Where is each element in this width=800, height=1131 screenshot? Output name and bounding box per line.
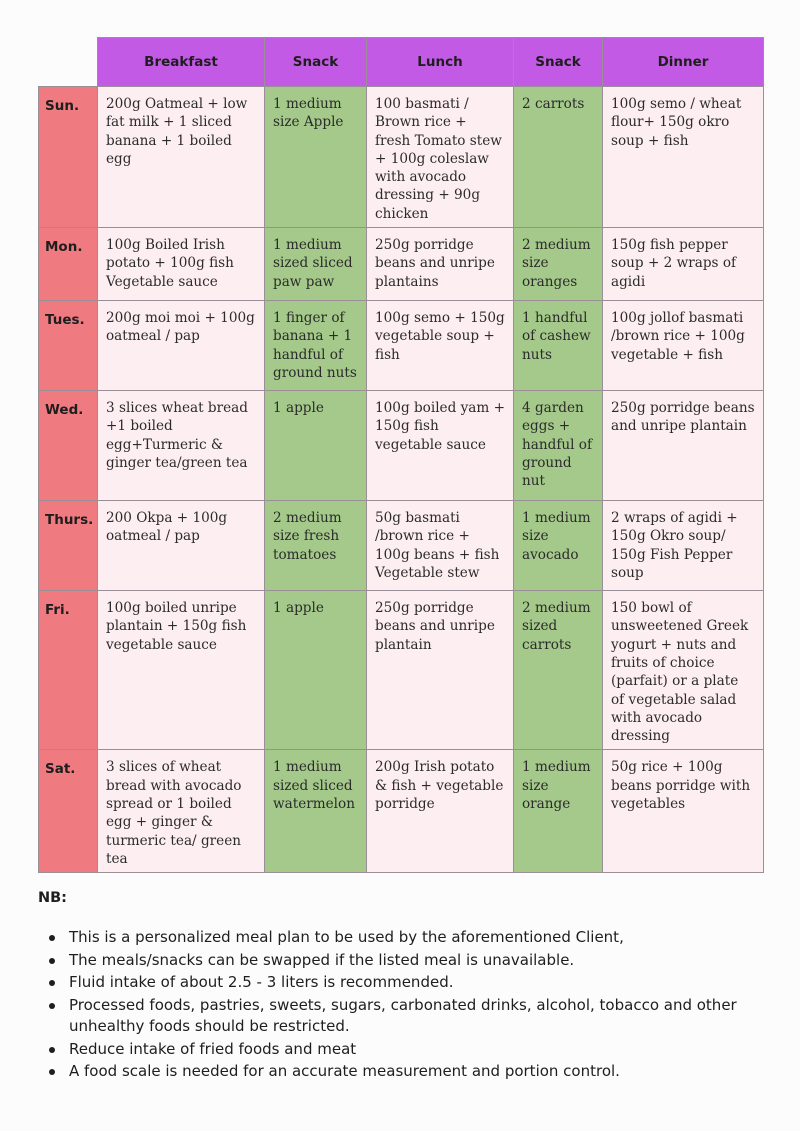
dinner-cell: 150 bowl of unsweetened Greek yogurt + nuts and fruits of choice (parfait) or a plate of vegetable salad with avocado dressing	[603, 591, 764, 750]
day-label: Wed.	[39, 391, 98, 501]
day-label: Fri.	[39, 591, 98, 750]
lunch-cell: 50g basmati /brown rice + 100g beans + fish Vegetable stew	[367, 501, 514, 591]
snack-cell: 4 garden eggs + handful of ground nut	[514, 391, 603, 501]
table-row	[39, 750, 764, 873]
header-row	[39, 38, 764, 87]
lunch-cell: 100 basmati / Brown rice + fresh Tomato stew + 100g coleslaw with avocado dressing + 90g chicken	[367, 87, 514, 228]
snack-cell: 2 carrots	[514, 87, 603, 228]
note-text: A food scale is needed for an accurate measurement and portion control.	[69, 1062, 620, 1080]
breakfast-cell: 3 slices wheat bread +1 boiled egg+Turmeric & ginger tea/green tea	[98, 391, 265, 501]
snack-cell: 1 medium size orange	[514, 750, 603, 873]
table-row	[39, 501, 764, 591]
snack-cell: 2 medium sized carrots	[514, 591, 603, 750]
breakfast-cell: 200g moi moi + 100g oatmeal / pap	[98, 301, 265, 391]
snack-cell: 1 medium size Apple	[265, 87, 367, 228]
note-text: Fluid intake of about 2.5 - 3 liters is recommended.	[69, 973, 454, 991]
snack-cell: 1 apple	[265, 391, 367, 501]
list-item	[38, 1061, 778, 1083]
bullet-icon	[49, 1003, 55, 1009]
snack-cell: 1 apple	[265, 591, 367, 750]
breakfast-cell: 3 slices of wheat bread with avocado spread or 1 boiled egg + ginger & turmeric tea/ green tea	[98, 750, 265, 873]
bullet-icon	[49, 1069, 55, 1075]
breakfast-cell: 100g boiled unripe plantain + 150g fish vegetable sauce	[98, 591, 265, 750]
corner-cell	[39, 38, 98, 87]
snack-cell: 2 medium size oranges	[514, 228, 603, 301]
table-row	[39, 301, 764, 391]
meal-plan-table	[38, 37, 764, 873]
column-header-lunch: Lunch	[367, 38, 514, 87]
list-item	[38, 927, 778, 949]
lunch-cell: 100g semo + 150g vegetable soup + fish	[367, 301, 514, 391]
list-item	[38, 950, 778, 972]
lunch-cell: 100g boiled yam + 150g fish vegetable sauce	[367, 391, 514, 501]
dinner-cell: 150g fish pepper soup + 2 wraps of agidi	[603, 228, 764, 301]
lunch-cell: 200g Irish potato & fish + vegetable porridge	[367, 750, 514, 873]
table-row	[39, 591, 764, 750]
bullet-icon	[49, 1047, 55, 1053]
column-header-snack-2: Snack	[514, 38, 603, 87]
note-text: Reduce intake of fried foods and meat	[69, 1039, 357, 1058]
bullet-icon	[49, 958, 55, 964]
list-item	[38, 972, 778, 994]
dinner-cell: 250g porridge beans and unripe plantain	[603, 391, 764, 501]
notes-section	[38, 890, 778, 1084]
snack-cell: 1 medium size avocado	[514, 501, 603, 591]
snack-cell: 1 medium sized sliced watermelon	[265, 750, 367, 873]
table-row	[39, 87, 764, 228]
bullet-icon	[49, 980, 55, 986]
notes-title: NB:	[38, 890, 67, 906]
column-header-breakfast: Breakfast	[98, 38, 265, 87]
table-row	[39, 228, 764, 301]
note-text: Processed foods, pastries, sweets, sugars, carbonated drinks, alcohol, tobacco and other unhealthy foods should be restricted.	[69, 995, 737, 1035]
breakfast-cell: 200g Oatmeal + low fat milk + 1 sliced banana + 1 boiled egg	[98, 87, 265, 228]
breakfast-cell: 200 Okpa + 100g oatmeal / pap	[98, 501, 265, 591]
dinner-cell: 100g semo / wheat flour+ 150g okro soup + fish	[603, 87, 764, 228]
table-row	[39, 391, 764, 501]
list-item	[38, 1039, 778, 1061]
snack-cell: 2 medium size fresh tomatoes	[265, 501, 367, 591]
list-item	[38, 995, 778, 1038]
day-label: Thurs.	[39, 501, 98, 591]
snack-cell: 1 handful of cashew nuts	[514, 301, 603, 391]
bullet-icon	[49, 935, 55, 941]
dinner-cell: 100g jollof basmati /brown rice + 100g vegetable + fish	[603, 301, 764, 391]
lunch-cell: 250g porridge beans and unripe plantain	[367, 591, 514, 750]
day-label: Mon.	[39, 228, 98, 301]
note-text: This is a personalized meal plan to be used by the aforementioned Client,	[69, 928, 624, 946]
day-label: Sat.	[39, 750, 98, 873]
snack-cell: 1 medium sized sliced paw paw	[265, 228, 367, 301]
snack-cell: 1 finger of banana + 1 handful of ground nuts	[265, 301, 367, 391]
dinner-cell: 50g rice + 100g beans porridge with vegetables	[603, 750, 764, 873]
note-text: The meals/snacks can be swapped if the listed meal is unavailable.	[69, 950, 575, 969]
breakfast-cell: 100g Boiled Irish potato + 100g fish Vegetable sauce	[98, 228, 265, 301]
dinner-cell: 2 wraps of agidi + 150g Okro soup/ 150g Fish Pepper soup	[603, 501, 764, 591]
column-header-snack-1: Snack	[265, 38, 367, 87]
day-label: Sun.	[39, 87, 98, 228]
lunch-cell: 250g porridge beans and unripe plantains	[367, 228, 514, 301]
notes-list	[38, 927, 778, 1083]
day-label: Tues.	[39, 301, 98, 391]
column-header-dinner: Dinner	[603, 38, 764, 87]
